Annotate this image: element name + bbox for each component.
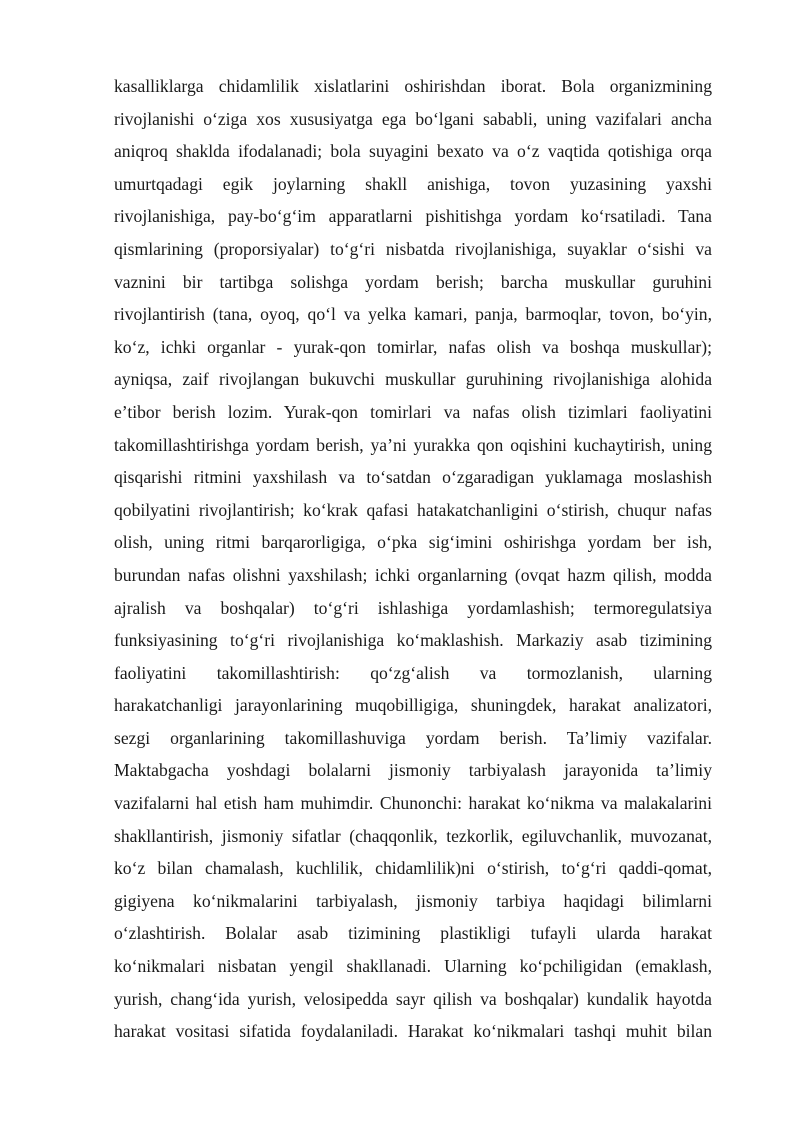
text-line: rivojlantirish (tana, oyoq, qoʻl va yelka kamari, panja, barmoqlar, tovon, boʻyin, — [114, 304, 712, 325]
text-line: e’tibor berish lozim. Yurak-qon tomirlari va nafas olish tizimlari faoliyatini — [114, 401, 712, 422]
text-line: koʻz bilan chamalash, kuchlilik, chidamlilik)ni oʻstirish, toʻgʻri qaddi-qomat, — [114, 858, 712, 879]
body-text — [114, 70, 712, 1048]
text-line: koʻnikmalari nisbatan yengil shakllanadi. Ularning koʻpchiligidan (emaklash, — [114, 956, 712, 977]
text-line: takomillashtirishga yordam berish, ya’ni yurakka qon oqishini kuchaytirish, uning — [114, 434, 712, 455]
text-line: ajralish va boshqalar) toʻgʻri ishlashiga yordamlashish; termoregulatsiya — [114, 597, 712, 618]
text-line: ayniqsa, zaif rivojlangan bukuvchi muskullar guruhining rivojlanishiga alohida — [114, 369, 712, 390]
text-line: vazifalarni hal etish ham muhimdir. Chunonchi: harakat koʻnikma va malakalarini — [114, 793, 712, 814]
text-line: harakatchanligi jarayonlarining muqobilligiga, shuningdek, harakat analizatori, — [114, 695, 712, 716]
text-line: shakllantirish, jismoniy sifatlar (chaqqonlik, tezkorlik, egiluvchanlik, muvozanat, — [114, 825, 712, 846]
text-line: sezgi organlarining takomillashuviga yordam berish. Ta’limiy vazifalar. — [114, 727, 712, 748]
text-line: vaznini bir tartibga solishga yordam berish; barcha muskullar guruhini — [114, 271, 712, 292]
text-line: yurish, changʻida yurish, velosipedda sayr qilish va boshqalar) kundalik hayotda — [114, 988, 712, 1009]
text-line: olish, uning ritmi barqarorligiga, oʻpka sigʻimini oshirishga yordam ber ish, — [114, 532, 712, 553]
text-line: gigiyena koʻnikmalarini tarbiyalash, jismoniy tarbiya haqidagi bilimlarni — [114, 890, 712, 911]
text-line: oʻzlashtirish. Bolalar asab tizimining plastikligi tufayli ularda harakat — [114, 923, 712, 944]
text-line: kasalliklarga chidamlilik xislatlarini oshirishdan iborat. Bola organizmining — [114, 76, 712, 96]
text-line: burundan nafas olishni yaxshilash; ichki organlarning (ovqat hazm qilish, modda — [114, 564, 712, 585]
text-line: aniqroq shaklda ifodalanadi; bola suyagini bexato va oʻz vaqtida qotishiga orqa — [114, 141, 712, 162]
text-line: harakat vositasi sifatida foydalaniladi. Harakat koʻnikmalari tashqi muhit bilan — [114, 1021, 712, 1042]
text-line: umurtqadagi egik joylarning shakll anishiga, tovon yuzasining yaxshi — [114, 173, 712, 194]
text-line: rivojlanishi oʻziga xos xususiyatga ega boʻlgani sababli, uning vazifalari ancha — [114, 108, 712, 129]
text-line: qobilyatini rivojlantirish; koʻkrak qafasi hatakatchanligini oʻstirish, chuqur nafas — [114, 499, 712, 520]
text-line: rivojlanishiga, pay-boʻgʻim apparatlarni pishitishga yordam koʻrsatiladi. Tana — [114, 206, 712, 227]
text-line: funksiyasining toʻgʻri rivojlanishiga koʻmaklashish. Markaziy asab tizimining — [114, 630, 712, 651]
text-line: faoliyatini takomillashtirish: qoʻzgʻalish va tormozlanish, ularning — [114, 662, 712, 683]
text-line: qisqarishi ritmini yaxshilash va toʻsatdan oʻzgaradigan yuklamaga moslashish — [114, 467, 712, 488]
text-line: Maktabgacha yoshdagi bolalarni jismoniy tarbiyalash jarayonida ta’limiy — [114, 760, 712, 781]
text-line: koʻz, ichki organlar - yurak-qon tomirlar, nafas olish va boshqa muskullar); — [114, 336, 712, 357]
text-line: qismlarining (proporsiyalar) toʻgʻri nisbatda rivojlanishiga, suyaklar oʻsishi va — [114, 238, 712, 259]
